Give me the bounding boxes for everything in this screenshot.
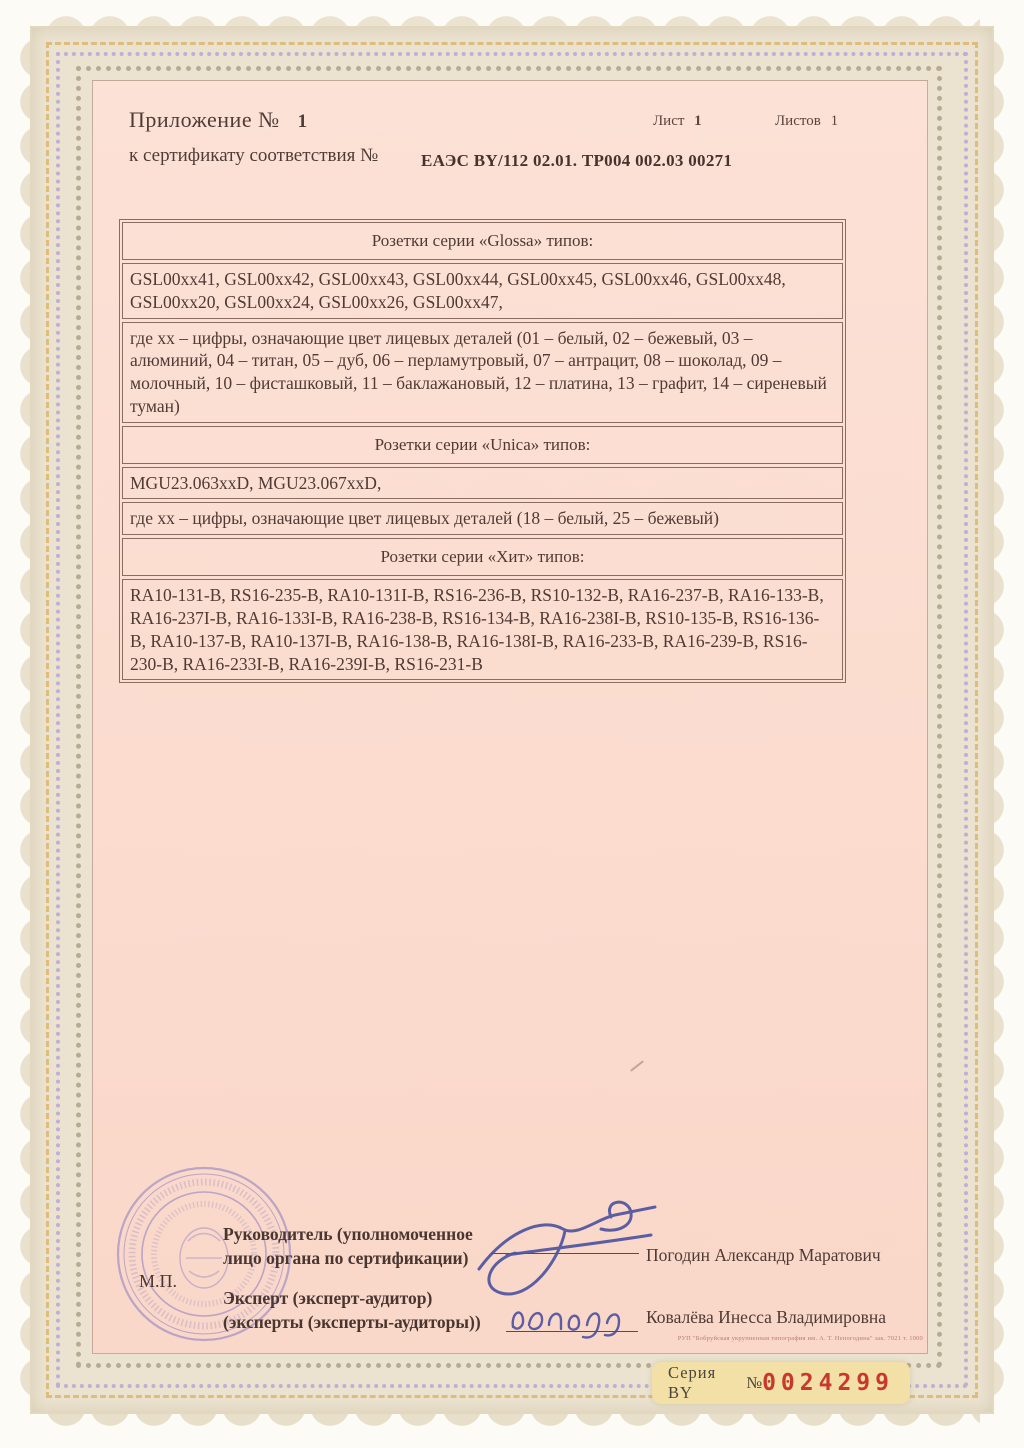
head-role-line2: лицо органа по сертификации)	[223, 1247, 469, 1268]
section-header-hit: Розетки серии «Хит» типов:	[122, 538, 843, 576]
stray-mark	[630, 1060, 644, 1071]
series-number: 0024299	[762, 1370, 894, 1396]
sheet-label: Лист	[653, 113, 685, 129]
section-models-unica: MGU23.063xxD, MGU23.067xxD,	[122, 467, 843, 500]
section-note-unica: где хх – цифры, означающие цвет лицевых деталей (18 – белый, 25 – бежевый)	[122, 502, 843, 535]
expert-role-line2: (эксперты (эксперты-аудиторы))	[223, 1311, 481, 1332]
sheet-value: 1	[694, 113, 702, 129]
head-name: Погодин Александр Маратович	[646, 1245, 881, 1265]
series-number-sign: №	[746, 1373, 763, 1392]
stamp-place-abbr: М.П.	[139, 1271, 178, 1291]
expert-signature	[507, 1297, 642, 1339]
sheet-counter	[653, 113, 702, 130]
sheets-label: Листов	[775, 113, 821, 129]
certificate-line-label: к сертификату соответствия №	[129, 145, 379, 166]
expert-role-label	[223, 1287, 553, 1334]
appendix-title	[129, 107, 307, 133]
appendix-number: 1	[297, 111, 308, 132]
product-types-table	[119, 219, 846, 683]
sheets-total-counter	[775, 113, 838, 130]
section-header-glossa: Розетки серии «Glossa» типов:	[122, 222, 843, 260]
expert-name: Ковалёва Инесса Владимировна	[646, 1307, 887, 1327]
series-box	[652, 1362, 910, 1404]
appendix-label: Приложение №	[129, 107, 280, 132]
printer-imprint: РУП "Бобруйская укрупненная типография им. А. Т. Непогодина" зак. 7021 т. 1000	[677, 1335, 923, 1342]
expert-role-line1: Эксперт (эксперт-аудитор)	[223, 1288, 433, 1308]
section-models-glossa: GSL00xx41, GSL00xx42, GSL00xx43, GSL00xx44, GSL00xx45, GSL00xx46, GSL00xx48, GSL00xx20, GSL00xx24, GSL00xx26, GSL00xx47,	[122, 263, 843, 319]
section-header-unica: Розетки серии «Unica» типов:	[122, 426, 843, 464]
sheets-value: 1	[830, 113, 839, 129]
head-role-line1: Руководитель (уполномоченное	[223, 1224, 473, 1244]
certificate-field	[92, 80, 928, 1354]
series-label: Серия BY	[668, 1363, 717, 1402]
section-note-glossa: где хх – цифры, означающие цвет лицевых деталей (01 – белый, 02 – бежевый, 03 – алюминий, 04 – титан, 05 – дуб, 06 – перламутровый, 07 – антрацит, 08 – шоколад, 09 – молочный, 10 – фисташковый, 11 – баклажановый, 12 – платина, 13 – графит, 14 – сиреневый туман)	[122, 322, 843, 423]
section-models-hit: RA10-131-B, RS16-235-B, RA10-131I-B, RS16-236-B, RS10-132-B, RA16-237-B, RA16-133-B, RA16-237I-B, RA16-133I-B, RA16-238-B, RS16-134-B, RA16-238I-B, RS10-135-B, RS16-136-B, RA10-137-B, RA10-137I-B, RA16-138-B, RA16-138I-B, RA16-233-B, RA16-239-B, RS16-230-B, RA16-233I-B, RA16-239I-B, RS16-231-B	[122, 579, 843, 680]
certificate-number: ЕАЭС BY/112 02.01. ТР004 002.03 00271	[421, 151, 733, 170]
